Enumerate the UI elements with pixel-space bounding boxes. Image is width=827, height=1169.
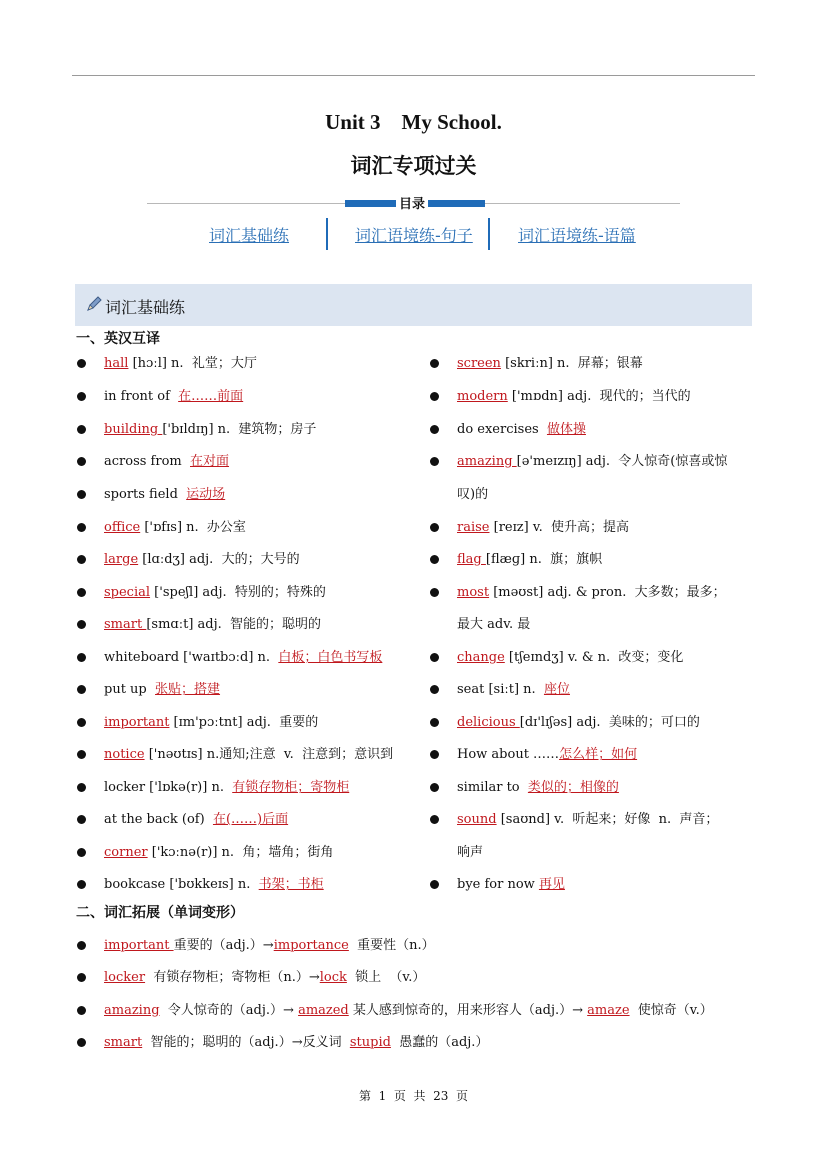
bullet-icon — [430, 392, 439, 401]
bullet-icon — [430, 880, 439, 889]
vocab-item — [457, 551, 602, 569]
bullet-icon — [430, 685, 439, 694]
answer-text: flag — [457, 552, 486, 567]
answer-text: delicious — [457, 715, 520, 730]
vocab-item — [457, 519, 629, 537]
bullet-icon — [430, 555, 439, 564]
bullet-icon — [77, 1038, 86, 1047]
vocab-item — [104, 453, 229, 471]
item-text: 重要性（n.） — [348, 938, 435, 953]
bullet-icon — [77, 973, 86, 982]
toc-link-basic[interactable]: 词汇基础练 — [209, 226, 290, 245]
answer-text: 书架；书柜 — [258, 877, 324, 892]
vocab-item — [104, 811, 288, 829]
answer-text: important — [104, 715, 170, 730]
item-text: 令人惊奇的（adj.）→ — [159, 1003, 299, 1018]
bullet-icon — [430, 425, 439, 434]
item-text: ['mɒdn] adj. 现代的；当代的 — [507, 389, 691, 404]
item-text: [smɑːt] adj. 智能的；聪明的 — [146, 617, 322, 632]
section-header — [75, 284, 752, 326]
answer-text: large — [104, 552, 139, 567]
answer-text: 张贴；搭建 — [155, 682, 221, 697]
bullet-icon — [430, 359, 439, 368]
item-text: [skriːn] n. 屏幕；银幕 — [500, 356, 643, 371]
answer-text: 在对面 — [190, 454, 230, 469]
vocab-item — [104, 876, 324, 894]
vocab-item — [104, 714, 318, 732]
item-text: 某人感到惊奇的，用来形容人（adj.）→ — [348, 1003, 588, 1018]
vocab-item — [104, 681, 220, 699]
answer-text: sound — [457, 812, 497, 827]
answer-text: 怎么样；如何 — [559, 747, 638, 762]
vocab-item — [457, 584, 726, 602]
item-continuation: 响声 — [457, 845, 484, 860]
answer-text: modern — [457, 389, 508, 404]
vocab-item — [457, 779, 619, 797]
answer-text: 类似的；相像的 — [527, 780, 619, 795]
bullet-icon — [77, 848, 86, 857]
bullet-icon — [77, 588, 86, 597]
bullet-icon — [77, 425, 86, 434]
bullet-icon — [77, 880, 86, 889]
vocab-item — [457, 388, 691, 406]
item-text: similar to — [457, 780, 528, 795]
answer-text: amazing — [457, 454, 517, 469]
answer-text: 在(……)后面 — [212, 812, 289, 827]
item-text: at the back (of) — [104, 812, 213, 827]
part2-heading: 二、词汇拓展（单词变形） — [76, 905, 244, 921]
vocab-item — [457, 453, 727, 471]
bullet-icon — [77, 941, 86, 950]
toc-separator — [326, 218, 328, 250]
answer-text: office — [104, 520, 141, 535]
vocab-item — [457, 876, 565, 894]
item-text: bookcase ['bʊkkeɪs] n. — [104, 877, 259, 892]
answer-text: important — [104, 938, 174, 953]
vocab-item — [104, 355, 257, 373]
bullet-icon — [77, 653, 86, 662]
item-text: [flæɡ] n. 旗；旗帜 — [485, 552, 603, 567]
bullet-icon — [77, 523, 86, 532]
item-text: 愚蠢的（adj.） — [390, 1035, 489, 1050]
answer-text: smart — [104, 617, 147, 632]
item-text: [tʃeɪndʒ] v. & n. 改变；变化 — [504, 650, 684, 665]
item-text: [dɪ'lɪʃəs] adj. 美味的；可口的 — [519, 715, 700, 730]
answer-text: lock — [319, 970, 347, 985]
header-rule — [72, 75, 755, 76]
answer-text: 再见 — [538, 877, 565, 892]
answer-text: smart — [104, 1035, 143, 1050]
answer-text: special — [104, 585, 151, 600]
item-text: How about …… — [457, 747, 560, 762]
answer-text: 在……前面 — [178, 389, 244, 404]
toc-label: 目录 — [396, 193, 428, 212]
vocab-item — [104, 388, 243, 406]
item-text: [məʊst] adj. & pron. 大多数；最多； — [489, 585, 726, 600]
item-text: across from — [104, 454, 190, 469]
item-text: [ɪm'pɔːtnt] adj. 重要的 — [169, 715, 319, 730]
answer-text: hall — [104, 356, 129, 371]
item-text: [lɑːdʒ] adj. 大的；大号的 — [138, 552, 300, 567]
vocab-item — [104, 486, 225, 504]
item-text: [ə'meɪzɪŋ] adj. 令人惊奇(惊喜或惊 — [516, 454, 728, 469]
bullet-icon — [77, 1006, 86, 1015]
unit-title: Unit 3 My School. — [325, 110, 502, 134]
vocab-item — [104, 649, 382, 667]
vocab-item — [104, 844, 333, 862]
vocab-item — [104, 779, 349, 797]
answer-text: 有锁存物柜；寄物柜 — [232, 780, 350, 795]
answer-text: 白板；白色书写板 — [278, 650, 383, 665]
bullet-icon — [77, 490, 86, 499]
answer-text: 运动场 — [186, 487, 226, 502]
answer-text: 做体操 — [546, 422, 586, 437]
item-text: ['kɔːnə(r)] n. 角；墙角；街角 — [147, 845, 334, 860]
section-title: 词汇基础练 — [105, 298, 186, 317]
vocab-item — [104, 584, 326, 602]
item-text: 重要的（adj.）→ — [173, 938, 274, 953]
item-text: 智能的；聪明的（adj.）→反义词 — [142, 1035, 350, 1050]
bullet-icon — [77, 718, 86, 727]
item-text: do exercises — [457, 422, 547, 437]
item-text: whiteboard ['waɪtbɔːd] n. — [104, 650, 279, 665]
item-text: locker ['lɒkə(r)] n. — [104, 780, 233, 795]
bullet-icon — [430, 815, 439, 824]
answer-text: most — [457, 585, 490, 600]
vocab-item — [457, 421, 586, 439]
bullet-icon — [430, 653, 439, 662]
vocab-item — [457, 355, 643, 373]
answer-text: locker — [104, 970, 146, 985]
vocab-item — [104, 937, 435, 955]
item-text: 使惊奇（v.） — [629, 1003, 713, 1018]
page-footer: 第 1 页 共 23 页 — [358, 1089, 469, 1103]
vocab-item — [104, 969, 425, 987]
answer-text: amazed — [298, 1003, 349, 1018]
answer-text: notice — [104, 747, 145, 762]
item-text: [saʊnd] v. 听起来；好像 n. 声音； — [496, 812, 719, 827]
vocab-item — [457, 649, 683, 667]
bullet-icon — [77, 555, 86, 564]
item-text: ['ɒfɪs] n. 办公室 — [140, 520, 246, 535]
toc-separator — [488, 218, 490, 250]
bullet-icon — [77, 750, 86, 759]
vocab-item — [457, 811, 718, 829]
answer-text: screen — [457, 356, 501, 371]
bullet-icon — [77, 783, 86, 792]
item-text: 锁上 （v.） — [346, 970, 426, 985]
answer-text: stupid — [349, 1035, 391, 1050]
pencil-icon — [85, 295, 103, 317]
vocab-item — [457, 746, 637, 764]
vocab-item — [457, 714, 700, 732]
bullet-icon — [77, 457, 86, 466]
item-text: put up — [104, 682, 156, 697]
vocab-item — [104, 746, 393, 764]
item-text: [reɪz] v. 使升高；提高 — [489, 520, 630, 535]
item-text: sports field — [104, 487, 187, 502]
item-text: 有锁存物柜；寄物柜（n.）→ — [145, 970, 320, 985]
answer-text: importance — [273, 938, 349, 953]
bullet-icon — [77, 685, 86, 694]
vocab-item — [104, 1034, 488, 1052]
bullet-icon — [430, 750, 439, 759]
bullet-icon — [430, 783, 439, 792]
page-subtitle: 词汇专项过关 — [350, 154, 477, 178]
bullet-icon — [77, 359, 86, 368]
answer-text: raise — [457, 520, 490, 535]
answer-text: building — [104, 422, 163, 437]
bullet-icon — [430, 457, 439, 466]
item-text: ['speʃl] adj. 特别的；特殊的 — [150, 585, 326, 600]
bullet-icon — [77, 815, 86, 824]
toc-link-passage[interactable]: 词汇语境练-语篇 — [518, 226, 636, 245]
answer-text: change — [457, 650, 505, 665]
answer-text: amaze — [587, 1003, 630, 1018]
part1-heading: 一、英汉互译 — [76, 331, 160, 347]
item-text: seat [siːt] n. — [457, 682, 544, 697]
item-text: ['bɪldɪŋ] n. 建筑物；房子 — [162, 422, 317, 437]
answer-text: 座位 — [543, 682, 570, 697]
answer-text: corner — [104, 845, 148, 860]
item-text: ['nəʊtɪs] n.通知;注意 v. 注意到；意识到 — [144, 747, 394, 762]
answer-text: amazing — [104, 1003, 160, 1018]
item-text: [hɔːl] n. 礼堂；大厅 — [128, 356, 257, 371]
bullet-icon — [77, 392, 86, 401]
vocab-item — [104, 421, 316, 439]
toc-link-sentence[interactable]: 词汇语境练-句子 — [355, 226, 473, 245]
item-text: bye for now — [457, 877, 539, 892]
item-continuation: 最大 adv. 最 — [457, 617, 531, 632]
vocab-item — [104, 551, 300, 569]
vocab-item — [457, 681, 570, 699]
bullet-icon — [77, 620, 86, 629]
bullet-icon — [430, 588, 439, 597]
vocab-item — [104, 616, 321, 634]
item-continuation: 叹)的 — [457, 487, 489, 502]
vocab-item — [104, 519, 246, 537]
bullet-icon — [430, 718, 439, 727]
vocab-item — [104, 1002, 713, 1020]
bullet-icon — [430, 523, 439, 532]
item-text: in front of — [104, 389, 179, 404]
